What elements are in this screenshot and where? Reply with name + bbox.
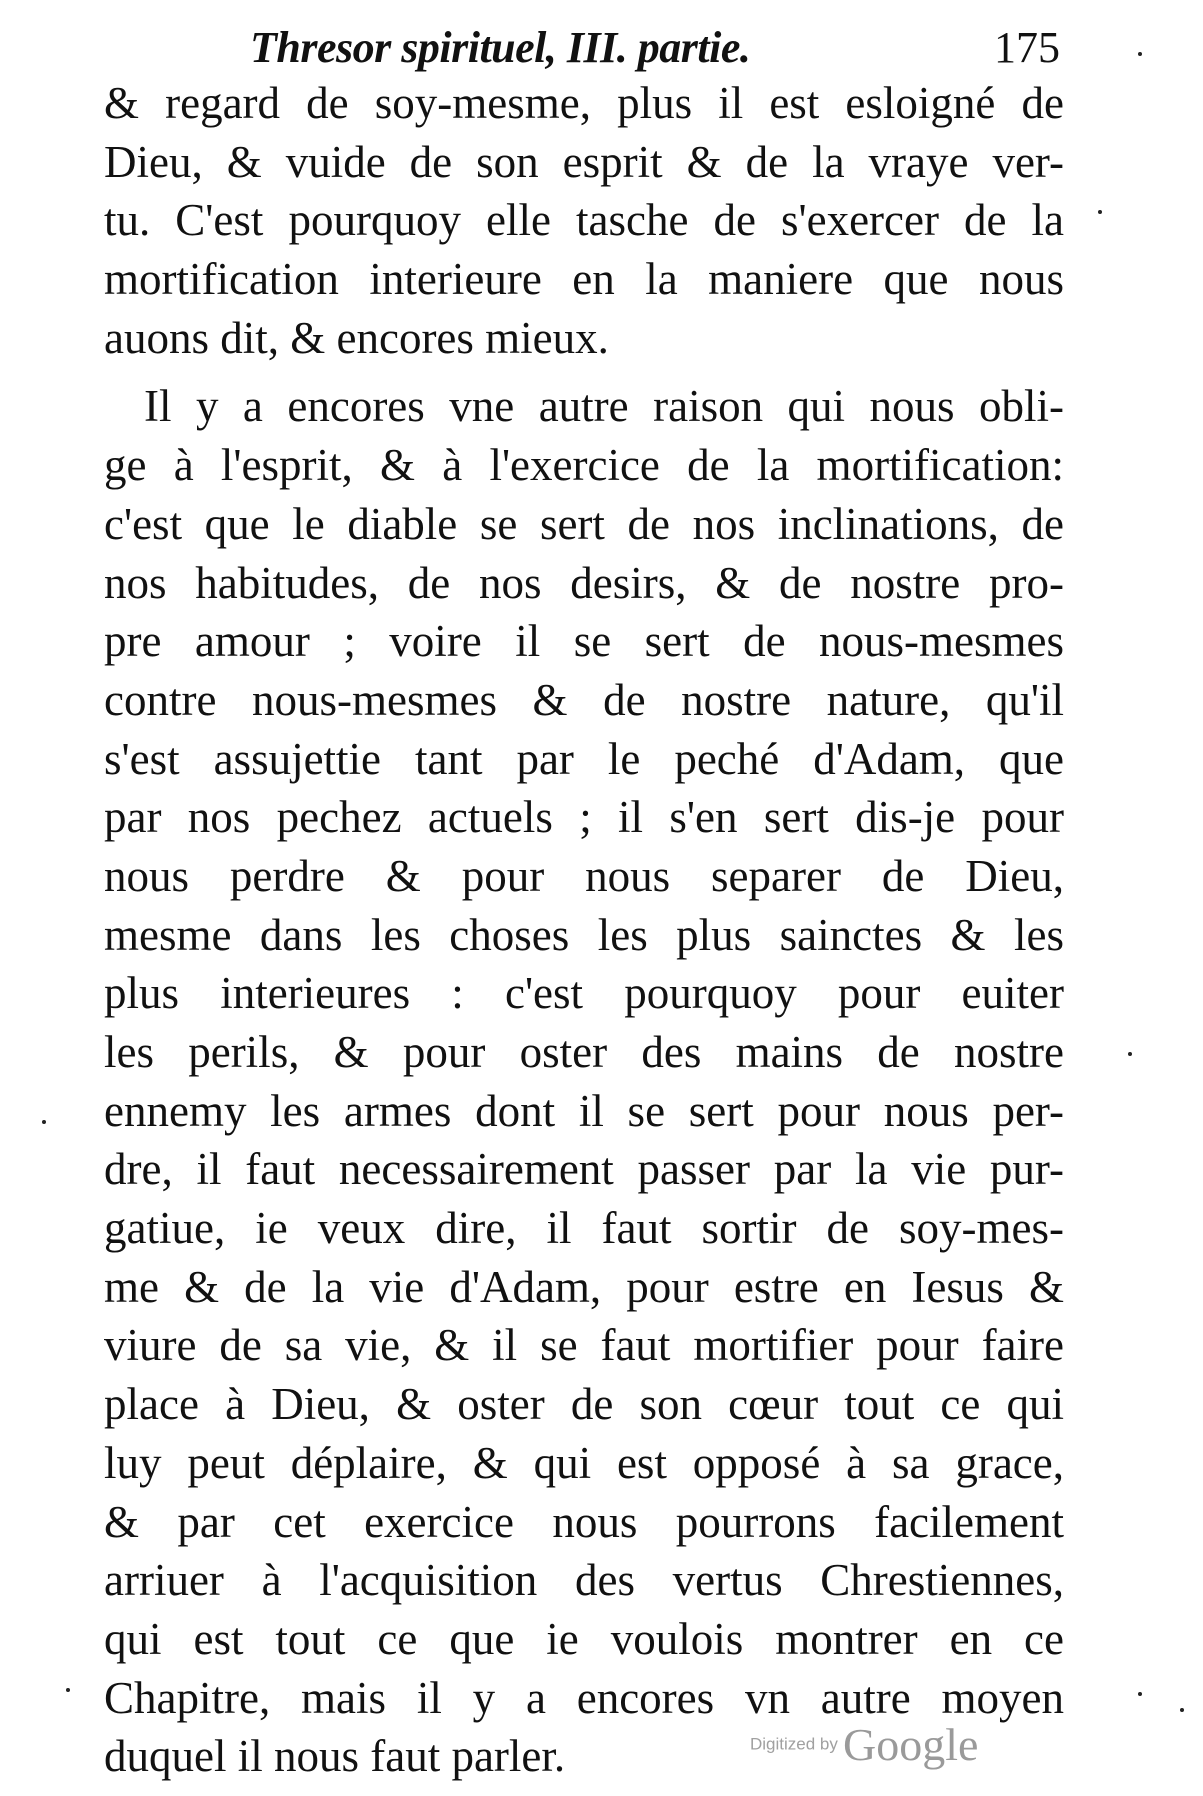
text-line: me & de la vie d'Adam, pour estre en Iesus & bbox=[104, 1261, 1064, 1312]
text-line: nos habitudes, de nos desirs, & de nostre pro- bbox=[104, 557, 1064, 608]
text-line: c'est que le diable se sert de nos inclinations, de bbox=[104, 498, 1064, 549]
watermark-prefix: Digitized by bbox=[750, 1734, 838, 1754]
scan-speck bbox=[42, 1120, 46, 1124]
text-line: auons dit, & encores mieux. bbox=[104, 312, 609, 363]
text-line: par nos pechez actuels ; il s'en sert dis-je pour bbox=[104, 792, 1064, 843]
text-line: arriuer à l'acquisition des vertus Chrestiennes, bbox=[104, 1555, 1064, 1606]
text-line: plus interieures : c'est pourquoy pour euiter bbox=[104, 968, 1064, 1019]
text-line: gatiue, ie veux dire, il faut sortir de soy-mes- bbox=[104, 1203, 1064, 1254]
text-block bbox=[104, 74, 1064, 1786]
text-line: ge à l'esprit, & à l'exercice de la mortification: bbox=[104, 440, 1064, 491]
scan-speck bbox=[1180, 1708, 1184, 1712]
text-line: mesme dans les choses les plus sainctes & les bbox=[104, 909, 1064, 960]
text-line: Dieu, & vuide de son esprit & de la vraye ver- bbox=[104, 136, 1064, 187]
digitized-watermark bbox=[750, 1718, 978, 1774]
scan-speck bbox=[1128, 1052, 1132, 1056]
text-line: dre, il faut necessairement passer par la vie pur- bbox=[104, 1144, 1064, 1195]
text-line: qui est tout ce que ie voulois montrer en ce bbox=[104, 1613, 1064, 1664]
text-line: & regard de soy-mesme, plus il est esloigné de bbox=[104, 78, 1064, 128]
scan-speck bbox=[1138, 1692, 1142, 1696]
text-line: place à Dieu, & oster de son cœur tout ce qui bbox=[104, 1379, 1064, 1430]
text-line: pre amour ; voire il se sert de nous-mesmes bbox=[104, 616, 1064, 667]
text-line: tu. C'est pourquoy elle tasche de s'exercer de la bbox=[104, 195, 1064, 246]
text-line: luy peut déplaire, & qui est opposé à sa grace, bbox=[104, 1437, 1064, 1488]
text-line: nous perdre & pour nous separer de Dieu, bbox=[104, 850, 1064, 901]
text-line: viure de sa vie, & il se faut mortifier pour faire bbox=[104, 1320, 1064, 1371]
running-head-title: Thresor spirituel, III. partie. bbox=[250, 23, 751, 72]
page-number: 175 bbox=[994, 23, 1060, 72]
watermark-brand: Google bbox=[842, 1719, 979, 1770]
paragraph-1 bbox=[104, 74, 1064, 367]
text-line: contre nous-mesmes & de nostre nature, qu'il bbox=[104, 674, 1064, 725]
scan-speck bbox=[1138, 52, 1142, 56]
text-line: Il y a encores vne autre raison qui nous obli- bbox=[144, 381, 1064, 432]
scan-speck bbox=[66, 1688, 70, 1692]
paragraph-2 bbox=[104, 377, 1064, 1786]
scan-speck bbox=[1098, 210, 1102, 214]
text-line: & par cet exercice nous pourrons facilement bbox=[104, 1496, 1064, 1547]
text-line: Chapitre, mais il y a encores vn autre moyen bbox=[104, 1672, 1064, 1723]
text-line: mortification interieure en la maniere que nous bbox=[104, 254, 1064, 305]
text-line: les perils, & pour oster des mains de nostre bbox=[104, 1027, 1064, 1077]
text-line: ennemy les armes dont il se sert pour nous per- bbox=[104, 1085, 1064, 1136]
text-line: duquel il nous faut parler. bbox=[104, 1731, 566, 1782]
running-head bbox=[250, 16, 1060, 80]
text-line: s'est assujettie tant par le peché d'Adam, que bbox=[104, 733, 1064, 784]
